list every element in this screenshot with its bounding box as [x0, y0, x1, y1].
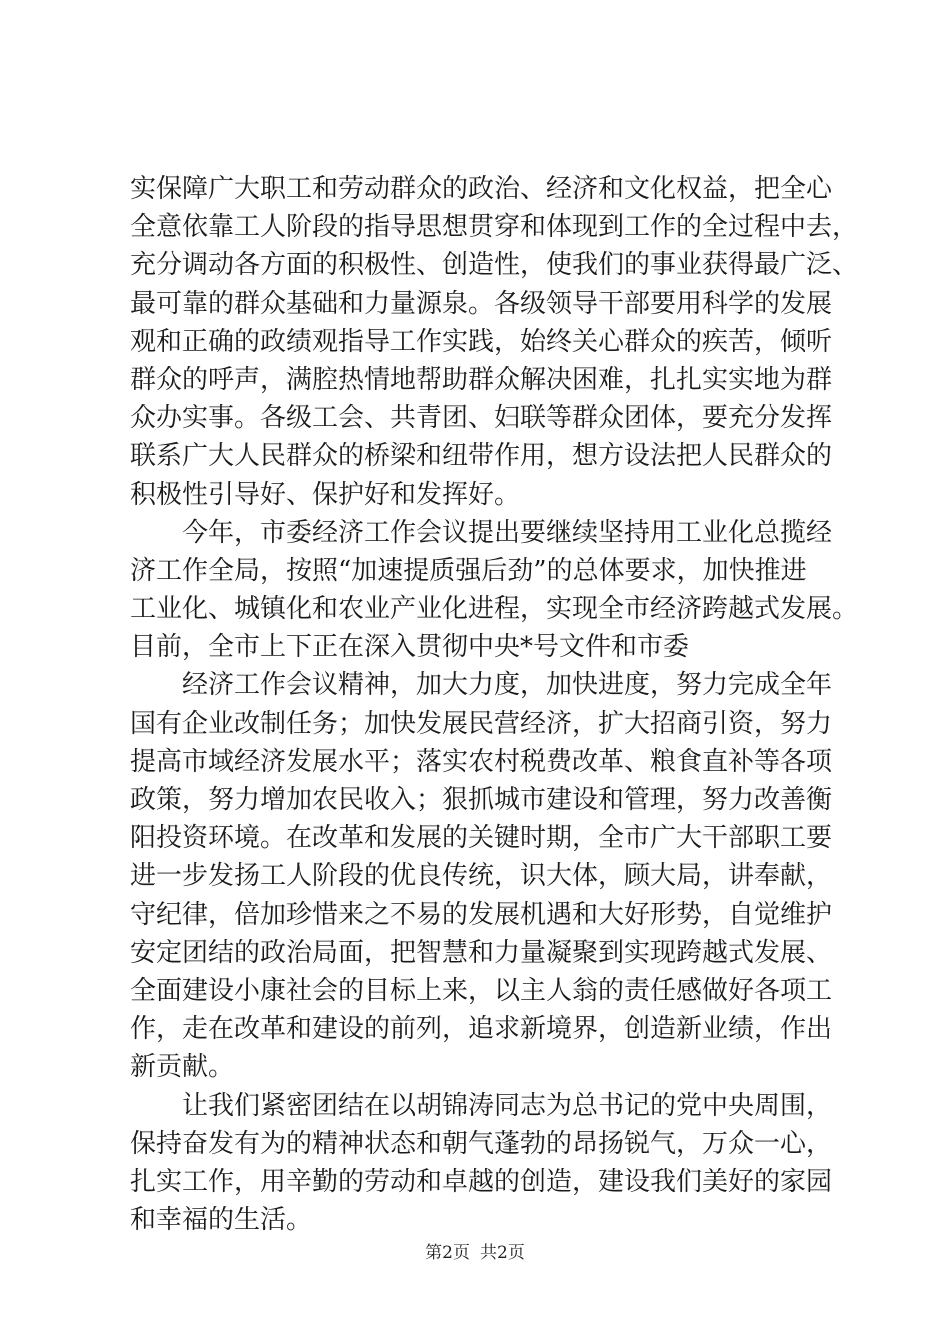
paragraph	[130, 514, 859, 667]
text-line: 联系广大人民群众的桥梁和纽带作用，想方设法把人民群众的	[130, 441, 833, 472]
text-line: 今年，市委经济工作会议提出要继续坚持用工业化总揽经	[182, 517, 833, 548]
text-line: 群众的呼声，满腔热情地帮助群众解决困难，扎扎实实地为群	[130, 364, 833, 395]
paragraph	[130, 666, 833, 1086]
text-line: 济工作全局，按照“加速提质强后劲”的总体要求，加快推进	[130, 555, 807, 586]
text-line: 保持奋发有为的精神状态和朝气蓬勃的昂扬锐气，万众一心，	[130, 1128, 833, 1159]
text-line: 扎实工作，用辛勤的劳动和卓越的创造，建设我们美好的家园	[130, 1166, 833, 1197]
text-line: 作，走在改革和建设的前列，追求新境界，创造新业绩，作出	[130, 1014, 833, 1045]
text-line: 政策，努力增加农民收入；狠抓城市建设和管理，努力改善衡	[130, 785, 833, 815]
text-line: 进一步发扬工人阶段的优良传统，识大体，顾大局，讲奉献，	[130, 861, 833, 892]
document-body	[130, 170, 859, 1239]
paragraph	[130, 1087, 833, 1240]
text-line: 国有企业改制任务；加快发展民营经济，扩大招商引资，努力	[130, 708, 833, 739]
text-line: 守纪律，倍加珍惜来之不易的发展机遇和大好形势，自觉维护	[130, 899, 833, 930]
text-line: 经济工作会议精神，加大力度，加快进度，努力完成全年	[182, 670, 833, 701]
page-number: 第2页	[425, 1243, 470, 1263]
paragraph	[130, 170, 859, 514]
text-line: 新贡献。	[130, 1052, 235, 1083]
page-total: 共2页	[480, 1243, 525, 1263]
text-line: 全面建设小康社会的目标上来，以主人翁的责任感做好各项工	[130, 975, 833, 1006]
text-line: 积极性引导好、保护好和发挥好。	[130, 479, 521, 510]
text-line: 工业化、城镇化和农业产业化进程，实现全市经济跨越式发展。	[130, 594, 859, 625]
text-line: 提高市域经济发展水平；落实农村税费改革、粮食直补等各项	[130, 746, 833, 777]
page-footer	[0, 1242, 950, 1264]
text-line: 充分调动各方面的积极性、创造性，使我们的事业获得最广泛、	[130, 250, 859, 281]
text-line: 观和正确的政绩观指导工作实践，始终关心群众的疾苦，倾听	[130, 326, 833, 357]
text-line: 实保障广大职工和劳动群众的政治、经济和文化权益，把全心	[130, 174, 833, 204]
text-line: 目前，全市上下正在深入贯彻中央*号文件和市委	[130, 632, 690, 663]
text-line: 阳投资环境。在改革和发展的关键时期，全市广大干部职工要	[130, 823, 833, 854]
text-line: 安定团结的政治局面，把智慧和力量凝聚到实现跨越式发展、	[130, 937, 833, 968]
text-line: 最可靠的群众基础和力量源泉。各级领导干部要用科学的发展	[130, 288, 833, 319]
text-line: 和幸福的生活。	[130, 1205, 313, 1236]
text-line: 全意依靠工人阶段的指导思想贯穿和体现到工作的全过程中去，	[130, 212, 859, 243]
text-line: 众办实事。各级工会、共青团、妇联等群众团体，要充分发挥	[130, 403, 833, 434]
text-line: 让我们紧密团结在以胡锦涛同志为总书记的党中央周围，	[182, 1090, 833, 1121]
